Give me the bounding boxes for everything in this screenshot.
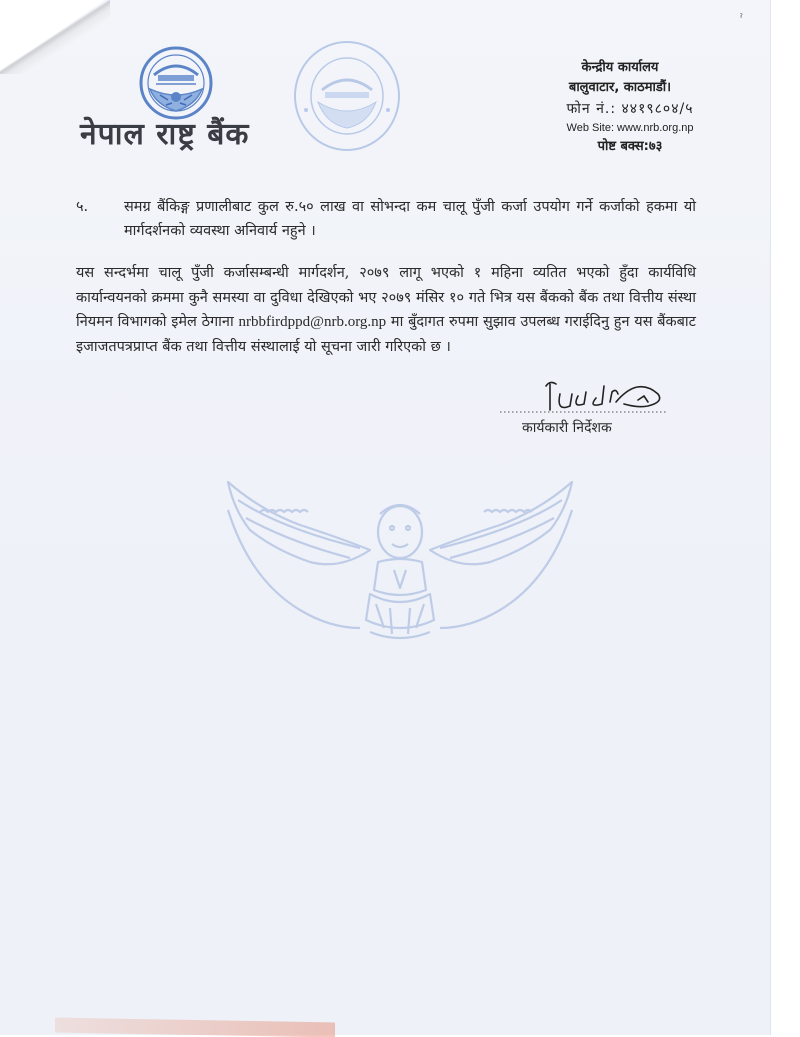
paragraph-text-after-email: मा बुँदागत रुपमा सुझाव उपलब्ध गराईदिनु हुन यस बैंकबाट इजाजतपत्रप्राप्त बैंक तथा वित्तीय संस्थालाई यो सूचना जारी गरिएको छ । xyxy=(76,314,696,355)
nrb-emblem-icon xyxy=(138,45,214,121)
numbered-point xyxy=(76,195,696,243)
notice-paragraph xyxy=(76,261,696,359)
bank-name: नेपाल राष्ट्र बैंक xyxy=(80,117,250,152)
handwritten-signature-icon xyxy=(498,372,668,422)
folded-corner-shadow xyxy=(0,0,110,74)
office-address: बालुवाटार, काठमाडौं। xyxy=(568,80,672,95)
office-name: केन्द्रीय कार्यालय xyxy=(581,60,659,75)
garuda-emblem-watermark-icon xyxy=(220,470,580,650)
po-box: पोष्ट बक्स:७३ xyxy=(597,139,663,154)
signatory-title: कार्यकारी निर्देशक xyxy=(522,420,612,436)
point-number: ५. xyxy=(76,199,89,215)
paragraph-text-before-email: यस सन्दर्भमा चालू पुँजी कर्जासम्बन्धी मार्गदर्शन, २०७९ लागू भएको १ महिना व्यतित भएको हुँदा कार्यविधि कार्यान्वयनको क्रममा कुनै समस्या वा दुविधा देखिएको भए २०७९ मंसिर १० गते भित्र यस बैंकको बैंक तथा वित्तीय संस्था नियमन विभागको इमेल ठेगाना xyxy=(76,265,696,330)
email-address[interactable]: nrbbfirdppd@nrb.org.np xyxy=(238,314,387,330)
phone-number: फोन नं.: ४४१९८०४/५ xyxy=(566,101,694,117)
corner-mark: ˀ xyxy=(740,13,743,24)
office-address-block xyxy=(520,58,720,158)
official-seal-stamp-icon xyxy=(292,40,402,152)
website[interactable]: Web Site: www.nrb.org.np xyxy=(566,122,694,134)
point-text: समग्र बैंकिङ्ग प्रणालीबाट कुल रु.५० लाख वा सोभन्दा कम चालू पुँजी कर्जा उपयोग गर्ने कर्जाको हकमा यो मार्गदर्शनको व्यवस्था अनिवार्य नहुने । xyxy=(124,199,696,239)
